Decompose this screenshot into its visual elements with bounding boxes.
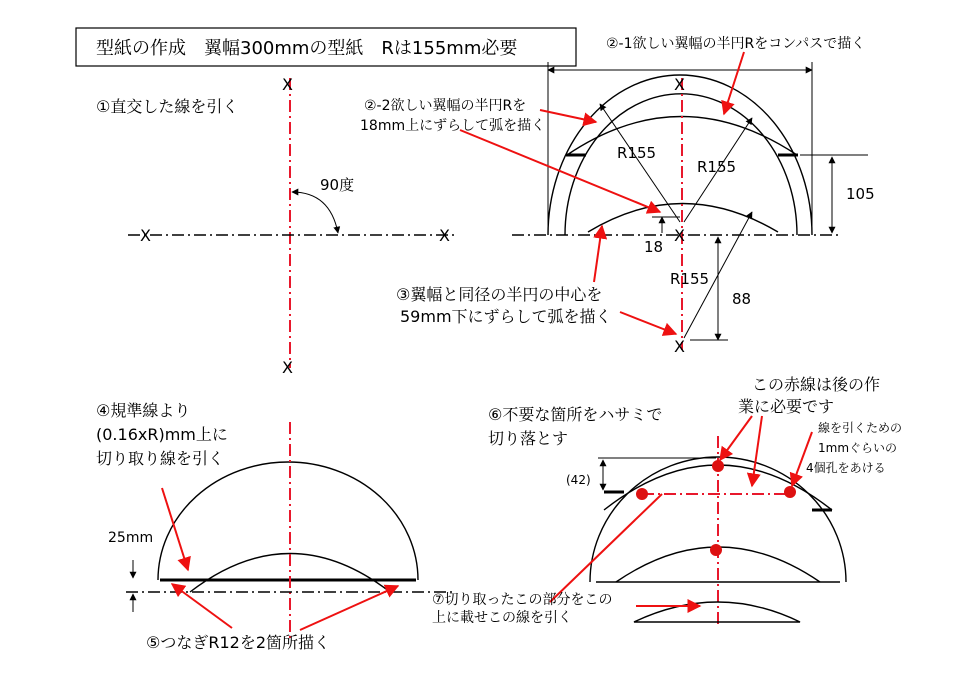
callout-arrow	[172, 584, 232, 628]
dim-25-label: 25mm	[108, 530, 154, 546]
callout-arrow	[162, 488, 188, 570]
angle-label: 90度	[320, 176, 355, 194]
callout-arrow	[792, 432, 812, 486]
x-mark: X	[674, 226, 685, 245]
callout-line	[550, 494, 662, 602]
x-mark: X	[282, 75, 293, 94]
step2-2-text-line1: ②-2欲しい翼幅の半円Rを	[364, 98, 527, 114]
holes-note-line1: 線を引くための	[818, 421, 903, 435]
dim-105-label: 105	[846, 185, 875, 203]
callout-arrow	[460, 130, 660, 212]
radius-label: R155	[670, 270, 710, 288]
x-mark: X	[674, 75, 685, 94]
step6-text-line2: 切り落とす	[488, 429, 569, 448]
holes-note-line3: 4個孔をあける	[806, 461, 886, 475]
dim-42-label: (42)	[566, 473, 591, 487]
step7-text-line1: ⑦切り取ったこの部分をこの	[432, 592, 613, 608]
radius-label: R155	[617, 144, 657, 162]
callout-arrow	[724, 52, 744, 114]
dim-18-label: 18	[644, 238, 664, 256]
red-note-line1: この赤線は後の作	[752, 375, 881, 394]
radius-label: R155	[697, 158, 737, 176]
step2-1-text: ②-1欲しい翼幅の半円Rをコンパスで描く	[606, 36, 866, 52]
big-semicircle	[158, 462, 418, 580]
hole-dot	[712, 460, 724, 472]
x-mark: X	[439, 226, 450, 245]
step3-text-line2: 59mm下にずらして弧を描く	[400, 307, 612, 326]
step4-text-line2: (0.16xR)mm上に	[96, 425, 228, 444]
callout-arrow	[752, 416, 762, 486]
dim-88-label: 88	[732, 290, 752, 308]
hole-dot	[784, 486, 796, 498]
step1-text: ①直交した線を引く	[96, 97, 239, 116]
step6-text-line1: ⑥不要な箇所をハサミで	[488, 405, 663, 424]
angle-arc	[292, 192, 338, 233]
x-mark: X	[282, 358, 293, 377]
hole-dot	[636, 488, 648, 500]
outer-semicircle	[548, 75, 812, 235]
hole-dot	[710, 544, 722, 556]
step2-2-text-line2: 18mm上にずらして弧を描く	[360, 118, 546, 134]
step5-text: ⑤つなぎR12を2箇所描く	[146, 633, 331, 652]
step4-text-line1: ④規準線より	[96, 401, 191, 420]
step3-text-line1: ③翼幅と同径の半円の中心を	[396, 285, 603, 304]
step7-text-line2: 上に載せこの線を引く	[432, 610, 572, 626]
page-title: 型紙の作成 翼幅300mmの型紙 Rは155mm必要	[96, 38, 518, 59]
x-mark: X	[674, 337, 685, 356]
step4-text-line3: 切り取り線を引く	[96, 449, 225, 468]
callout-arrow	[620, 312, 676, 334]
x-mark: X	[140, 226, 151, 245]
callout-arrow	[720, 416, 752, 460]
red-note-line2: 業に必要です	[738, 397, 835, 416]
holes-note-line2: 1mmぐらいの	[818, 441, 898, 455]
